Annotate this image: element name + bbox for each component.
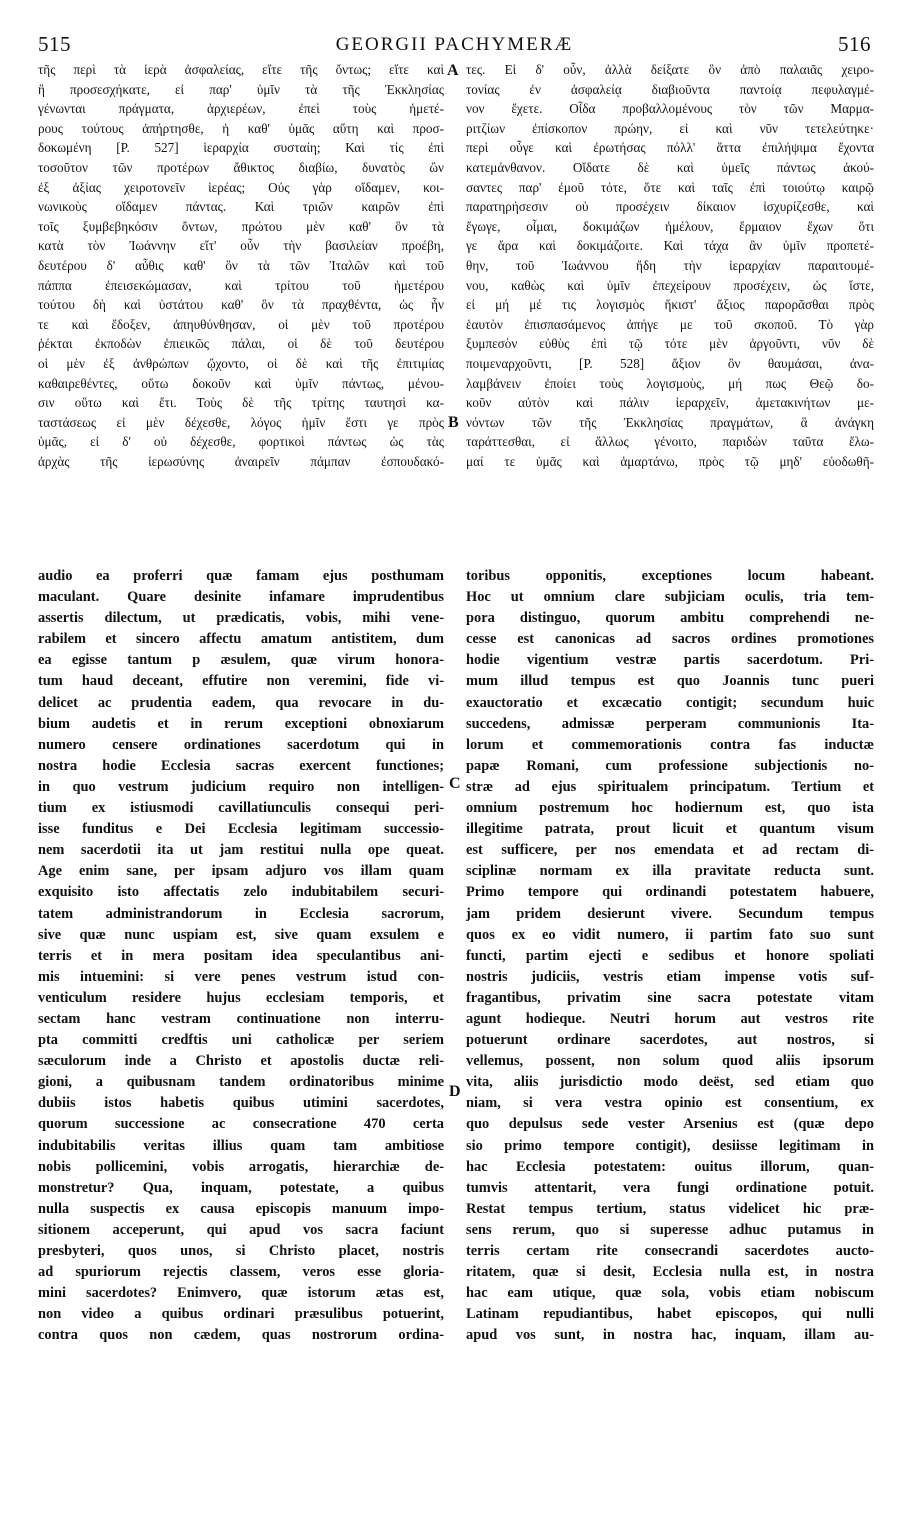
latin-text-line: hac eam utique, quæ sola, vobis etiam nobiscum: [466, 1285, 874, 1302]
latin-text-line: lorum et commemorationis contra fas inductæ: [466, 736, 874, 753]
latin-text-line: vellemus, possent, non solum quod aliis ipsorum: [466, 1053, 874, 1070]
latin-text-line: terris et in mera positam idea speculantibus ani-: [38, 947, 444, 964]
latin-text-line: Hoc ut omnium clare subjiciam oculis, tria tem-: [466, 589, 874, 606]
latin-text-line: illegitime patrata, prout licuit et quantum visum: [466, 821, 874, 838]
latin-text-line: mis intuemini: si vere penes vestrum istud con-: [38, 968, 444, 985]
greek-text-line: ἔγωγε, οἶμαι, δοκιμάζων ἠμέλουν, ἕρμαιον ἔχων ὅτι: [466, 218, 874, 234]
latin-text-line: sitionem acceperunt, qui apud vos sacra faciunt: [38, 1221, 444, 1238]
page-header: [30, 32, 879, 56]
greek-text-line: νον ἔχετε. Οἶδα προβαλλομένους τὸν τῶν Μαρμα-: [466, 101, 874, 117]
greek-text-line: νωνικοὺς οἴδαμεν πάντας. Καὶ τριῶν καιρῶν ἐπὶ: [38, 199, 444, 215]
latin-text-line: presbyteri, quos unos, si Christo placet, nostris: [38, 1243, 444, 1259]
latin-text-line: ritatem, quæ si desit, Ecclesia nulla est, in nostra: [466, 1264, 874, 1281]
margin-marker-b: B: [448, 414, 459, 431]
greek-text-line: κοῦν αὐτὸν καὶ πάλιν ἱεραρχεῖν, ἀμετακινήτων με-: [466, 395, 874, 411]
greek-text-line: καθαιρεθέντες, οὕτω δοκοῦν καὶ ὑμῖν πάντως, μένου-: [38, 375, 444, 391]
latin-text-line: quorum successione ac consecratione 470 certa: [38, 1116, 444, 1133]
latin-text-line: terris certam rite consecrandi sacerdotes aucto-: [466, 1243, 874, 1259]
margin-marker-a: A: [447, 62, 459, 79]
latin-text-line: dubiis istos habetis quibus utimini sacerdotes,: [38, 1095, 444, 1112]
greek-text-line: ποιμεναρχοῦντι, [P. 528] ἄξιον ὂν θαυμάσαι, ἀνα-: [466, 355, 874, 371]
latin-text-line: gioni, a quibusnam tandem ordinatoribus minime: [38, 1074, 444, 1091]
latin-text-line: audio ea proferri quæ famam ejus posthumam: [38, 568, 444, 584]
latin-text-line: indubitabilis veritas illius quam tam ambitiose: [38, 1137, 444, 1154]
latin-text-line: sens rerum, quo si superesse adhuc putamus in: [466, 1221, 874, 1238]
latin-text-line: exauctoratio et excæcatio contigit; secundum huic: [466, 694, 874, 711]
latin-text-line: sectam hanc vestram continuatione non interru-: [38, 1010, 444, 1027]
latin-text-line: agunt hodieque. Neutri horum aut vestros rite: [466, 1010, 874, 1027]
left-page-number: 515: [38, 32, 71, 56]
greek-text-line: τονίας ἐν ἀσφαλείᾳ διαβιοῦντα παντοίᾳ πεφυλαγμέ-: [466, 81, 874, 97]
running-title: GEORGII PACHYMERÆ: [335, 34, 574, 55]
latin-text-line: isse funditus e Dei Ecclesia legitimam successio-: [38, 821, 444, 838]
margin-marker-c: C: [449, 775, 461, 792]
greek-text-line: γένωνται πράγματα, ἀρχιερέων, ἐπεὶ τοὺς ἡμετέ-: [38, 101, 444, 117]
latin-text-line: assertis dilectum, ut prædicatis, vobis, mihi vene-: [38, 610, 444, 627]
latin-text-line: hodie vigentium vestræ partis sacerdotum. Pri-: [466, 652, 874, 669]
latin-text-line: hac Ecclesia potestatem: ouitus illorum, quan-: [466, 1158, 874, 1175]
greek-text-line: δευτέρου δ' αὖθις καθ' ὃν τὰ τῶν Ἰταλῶν καὶ τοῦ: [38, 257, 444, 273]
latin-text-line: numero censere ordinationes sacerdotum qui in: [38, 736, 444, 753]
latin-text-line: Latinam repudiantibus, habet episcopos, qui nulli: [466, 1306, 874, 1323]
greek-text-line: ξυμπεσὸν εὐθὺς ἐπὶ τῷ τότε μὲν ἀργοῦντι, νῦν δὲ: [466, 336, 874, 352]
greek-text-line: γε ἄρα καὶ δοκιμάζοιτε. Καὶ τάχα ἂν ὑμῖν προπετέ-: [466, 238, 874, 254]
greek-text-line: ῥέκται ἐκποδὼν ἐπιεικῶς πάλαι, οἱ δὲ τοῦ δευτέρου: [38, 336, 444, 352]
latin-text-line: sæculorum inde a Christo et apostolis ductæ reli-: [38, 1053, 444, 1070]
greek-text-line: δοκωμένη [P. 527] ἱεραρχία συσταίη; Καὶ τίς ἐπὶ: [38, 140, 444, 156]
latin-text-line: fragantibus, privatim sine sacra potestate vitam: [466, 989, 874, 1006]
latin-text-line: ad spuriorum rejectis classem, veros esse gloria-: [38, 1264, 444, 1281]
latin-text-line: delicet ac prudentia eadem, qua revocare in du-: [38, 694, 444, 711]
latin-text-line: sciplinæ normam ex illa pravitate reducta sunt.: [466, 863, 874, 880]
latin-text-line: Age enim sane, per ipsam adjuro vos illam quam: [38, 863, 444, 880]
latin-text-line: papæ Romani, cum professione subjectionis no-: [466, 757, 874, 774]
latin-text-line: omnium postremum hoc hodiernum est, quo ista: [466, 800, 874, 817]
greek-text-line: τοῖς ξυμβεβηκόσιν ὄντων, πρώτου μὲν καθ' ὃν τὰ: [38, 218, 444, 234]
latin-text-line: tumvis attentarit, vera fungi ordinatione potuit.: [466, 1179, 874, 1196]
greek-text-line: ἀρχὰς τῆς ἱερωσύνης ἀναιρεῖν πάμπαν ἐσπουδακό-: [38, 453, 444, 469]
latin-text-line: nostris judiciis, vestris etiam impense votis suf-: [466, 968, 874, 985]
greek-text-line: ἣ προσεσχήκατε, εἰ παρ' ὑμῖν τὰ τῆς Ἐκκλησίας: [38, 81, 444, 97]
latin-text-line: niam, si vera vestra opinio est consentium, ex: [466, 1095, 874, 1112]
latin-text-line: quos ex eo vidit numero, ii partim fato suo sunt: [466, 926, 874, 943]
greek-text-line: ρους τούτους ἀπήρτησθε, ἡ καθ' ὑμᾶς αὕτη καὶ προσ-: [38, 120, 444, 136]
greek-text-line: λαμβάνειν ἐποίει τοὺς λογισμοὺς, μή πως Θεῷ δο-: [466, 375, 874, 391]
latin-text-line: non video a quibus ordinari præsulibus potuerint,: [38, 1306, 444, 1323]
greek-text-line: τοσοῦτον τῶν προτέρων ἄθικτος διαβίω, δυνατὸς ὢν: [38, 159, 444, 175]
greek-column-right: [466, 60, 874, 471]
greek-text-line: πάππα ἐπεισεκώμασαν, καὶ τρίτου τοῦ ἡμετέρου: [38, 277, 444, 293]
greek-text-line: νου, καθὼς καὶ ὑμῖν ἐπεχείρουν προσέχειν, ὡς ἴστε,: [466, 277, 874, 293]
greek-text-line: παρατηρήσεσιν οὐ προσέχειν δίκαιον ἰσχυρίζεσθε, καὶ: [466, 199, 874, 215]
latin-column-right: [466, 566, 874, 1346]
greek-text-line: σαντες παρ' ἐμοῦ τότε, ὅτε καὶ ταῖς ἐπὶ τοιούτῳ καιρῷ: [466, 179, 874, 195]
latin-text-line: potuerunt ordinare sacerdotes, aut nostros, si: [466, 1032, 874, 1049]
latin-text-line: mum illud tempus est quo Joannis tunc pueri: [466, 673, 874, 690]
greek-text-line: ἐξ ἀξίας χειροτονεῖν ἱερέας; Οὐς γὰρ οἴδαμεν, κοι-: [38, 179, 444, 195]
latin-text-line: in quo vestrum judicium requiro non intelligen-: [38, 778, 444, 795]
latin-text-line: bium audetis et in rerum exceptioni obnoxiarum: [38, 715, 444, 732]
latin-text-line: functi, partim ejecti e sedibus et honore spoliati: [466, 947, 874, 964]
greek-text-line: τούτου δὴ καὶ ὑστάτου καθ' ὃν τὰ πραχθέντα, ὡς ἦν: [38, 297, 444, 313]
latin-text-line: sio primo tempore contigit), desiisse legitimam in: [466, 1137, 874, 1154]
latin-text-line: jam pridem desierunt vivere. Secundum tempus: [466, 905, 874, 922]
latin-text-line: monstretur? Qua, inquam, potestate, a quibus: [38, 1179, 444, 1196]
greek-text-line: θην, τοῦ Ἰωάννου ἤδη τὴν ἱεραρχίαν παραιτουμέ-: [466, 257, 874, 273]
greek-text-line: σιν οὕτω καὶ ἔτι. Τοὺς δὲ τῆς τρίτης ταυτησὶ κα-: [38, 395, 444, 411]
latin-text-line: contra quos non cædem, quas nostrorum ordina-: [38, 1327, 444, 1344]
latin-text-line: stræ ad ejus spiritualem principatum. Tertium et: [466, 778, 874, 795]
margin-marker-d: D: [449, 1083, 461, 1100]
greek-text-line: τῆς περὶ τὰ ἱερὰ ἀσφαλείας, εἴτε τῆς ὄντως; εἴτε καὶ: [38, 62, 444, 77]
latin-text-line: nostra hodie Ecclesia sacras exercent functiones;: [38, 757, 444, 774]
latin-text-line: exquisito isto affectatis zelo indubitabilem securi-: [38, 884, 444, 901]
latin-text-line: sive quæ nunc uspiam est, sive quam exsulem e: [38, 926, 444, 943]
greek-text-line: ριτζίων ἐπίσκοπον πρώην, εἰ καὶ νῦν τετελεύτηκε·: [466, 120, 874, 136]
latin-text-line: est sufficere, per nos emendata et ad rectam di-: [466, 842, 874, 859]
greek-text-line: ἑαυτὸν ἐπισπασάμενος ἀπήγε με τοῦ σκοποῦ. Τὸ γὰρ: [466, 316, 874, 332]
right-page-number: 516: [838, 32, 871, 56]
latin-text-line: tatem administrandorum in Ecclesia sacrorum,: [38, 905, 444, 922]
greek-text-line: νόντων τῶν τῆς Ἐκκλησίας πραγμάτων, ἃ ἀνάγκη: [466, 414, 874, 430]
greek-column-left: [38, 60, 444, 471]
greek-text-line: τε καὶ ἔδοξεν, ἀπηυθύνθησαν, οἱ μὲν τοῦ προτέρου: [38, 316, 444, 332]
latin-text-line: nobis pollicemini, vobis arrogatis, hierarchiæ de-: [38, 1158, 444, 1175]
latin-text-line: rabilem et sincero affectu amatum antistitem, dum: [38, 631, 444, 648]
latin-text-line: venticulum residere hujus ecclesiam temporis, et: [38, 989, 444, 1006]
greek-text-line: κατὰ τὸν Ἰωάννην εἴτ' οὖν τὴν βασιλείαν προέβη,: [38, 238, 444, 254]
latin-text-line: toribus opponitis, exceptiones locum habeant.: [466, 568, 874, 584]
greek-text-line: τες. Εἰ δ' οὖν, ἀλλὰ δείξατε ὃν ἀπὸ παλαιᾶς χειρο-: [466, 62, 874, 77]
latin-text-line: tum haud deceant, effutire non veremini, fide vi-: [38, 673, 444, 690]
latin-text-line: cesse est canonicas ad sacros ordines promotiones: [466, 631, 874, 648]
latin-text-line: quo depulsus sede vester Arsenius est (quæ depo: [466, 1116, 874, 1133]
latin-text-line: maculant. Quare desinite infamare imprudentibus: [38, 589, 444, 606]
greek-text-line: ὑμᾶς, εἰ δ' οὐ δέχεσθε, φορτικοὶ πάντως ὡς τὰς: [38, 434, 444, 450]
latin-text-line: apud vos sunt, in nostra hac, inquam, illam au-: [466, 1327, 874, 1344]
latin-text-line: nem sacerdotii ita ut jam restitui nulla ope queat.: [38, 842, 444, 859]
latin-text-line: nulla suspectis ex causa episcopis manuum impo-: [38, 1200, 444, 1217]
latin-text-line: succedens, admissæ perperam communionis Ita-: [466, 715, 874, 732]
latin-column-left: [38, 566, 444, 1346]
greek-text-line: εἰ μή μέ τις λογισμὸς ἥκιστ' ἄξιος παρορᾶσθαι πρὸς: [466, 297, 874, 313]
latin-text-line: Primo tempore qui ordinandi potestatem habuere,: [466, 884, 874, 901]
latin-text-line: tium ex istiusmodi cavillatiunculis consequi peri-: [38, 800, 444, 817]
greek-text-line: οἱ μὲν ἐξ ἀνθρώπων ᾤχοντο, οἱ δὲ καὶ τῆς ἐπιτιμίας: [38, 355, 444, 371]
latin-text-line: pora distinguo, quorum ambitu comprehendi ne-: [466, 610, 874, 627]
latin-text-line: ea egisse tantum p æsulem, quæ virum honora-: [38, 652, 444, 669]
greek-text-line: ταράττεσθαι, εἰ ἄλλως γένοιτο, παριδὼν ταῦτα ἔλω-: [466, 434, 874, 450]
greek-text-line: μαί τε ὑμᾶς καὶ ἁμαρτάνω, πρὸς τῷ μηδ' εὐοδωθῆ-: [466, 453, 874, 469]
latin-text-line: mini sacerdotes? Enimvero, quæ istorum ætas est,: [38, 1285, 444, 1302]
latin-text-line: vita, aliis jurisdictio modo deëst, sed etiam quo: [466, 1074, 874, 1091]
greek-text-line: κατεμάνθανον. Οἴδατε δὲ καὶ ὑμεῖς πάντως ἀκού-: [466, 159, 874, 175]
greek-text-line: περὶ οὗγε καὶ ἐρωτήσας πόλλ' ἅττα ἐπιλήψιμα ἔχοντα: [466, 140, 874, 156]
latin-text-line: Restat tempus tertium, status videlicet hic præ-: [466, 1200, 874, 1217]
greek-text-line: ταστάσεως εἰ μὲν δέχεσθε, λόγος ἡμῖν ἔστι γε πρὸς: [38, 414, 444, 430]
latin-text-line: pta committi credftis uni catholicæ per seriem: [38, 1032, 444, 1049]
